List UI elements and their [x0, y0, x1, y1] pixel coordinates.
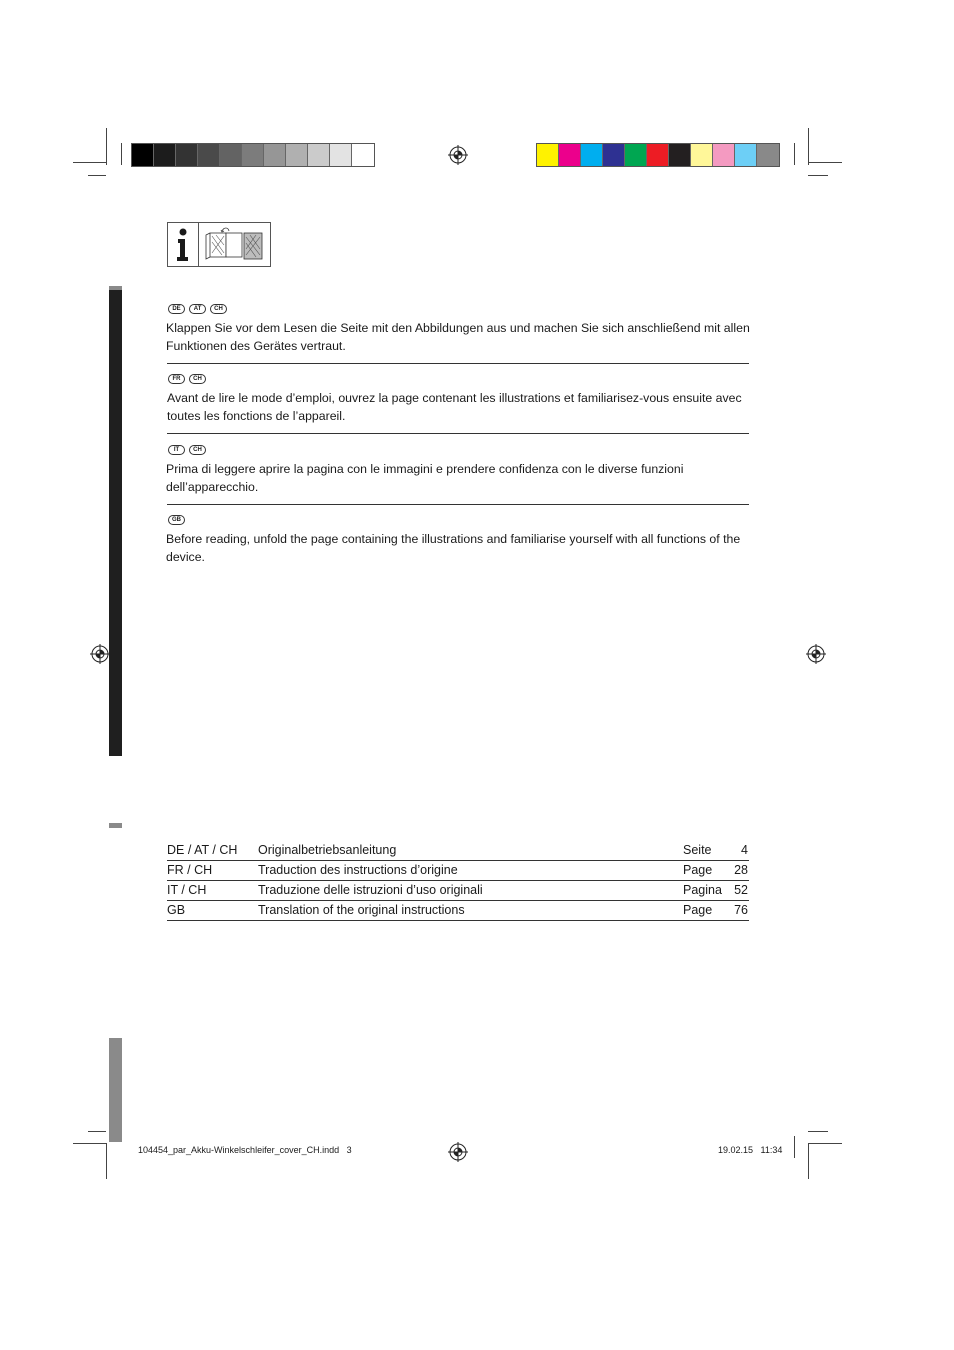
grayscale-swatch [286, 144, 308, 166]
section-divider [167, 363, 749, 364]
flag-gb: GB [168, 515, 185, 525]
process-color-swatch [757, 144, 779, 166]
registration-mark-icon [90, 644, 110, 664]
grayscale-swatch [220, 144, 242, 166]
toc-page-number: 76 [734, 903, 748, 917]
grayscale-swatch [242, 144, 264, 166]
crop-mark [73, 1143, 106, 1144]
toc-title: Translation of the original instructions [258, 903, 465, 917]
crop-mark [808, 1143, 809, 1179]
language-flags [168, 445, 206, 455]
grayscale-swatch [308, 144, 330, 166]
process-color-swatch [581, 144, 603, 166]
flag-at: AT [189, 304, 206, 314]
footer-date-time: 19.02.15 11:34 [718, 1145, 783, 1155]
side-tab-bar [109, 286, 122, 290]
registration-mark-icon [448, 145, 468, 165]
registration-mark-icon [448, 1142, 468, 1162]
unfold-pages-icon [199, 223, 270, 266]
toc-title: Originalbetriebsanleitung [258, 843, 397, 857]
side-tab-bar [109, 1038, 122, 1142]
crop-mark [808, 1143, 842, 1144]
grayscale-swatch [132, 144, 154, 166]
toc-page-number: 28 [734, 863, 748, 877]
section-divider [167, 433, 749, 434]
crop-mark [808, 162, 842, 163]
section-divider [167, 504, 749, 505]
crop-mark [794, 143, 795, 165]
flag-it: IT [168, 445, 185, 455]
toc-row[interactable] [167, 881, 749, 901]
crop-mark [106, 1143, 107, 1179]
crop-mark [88, 1131, 106, 1132]
grayscale-swatch [198, 144, 220, 166]
crop-mark [73, 162, 106, 163]
toc-row[interactable] [167, 841, 749, 861]
process-color-swatch [537, 144, 559, 166]
instruction-text-fr: Avant de lire le mode d’emploi, ouvrez la page contenant les illustrations et familiarisez-vous ensuite avec toutes les fonctions de l’appareil. [167, 391, 742, 423]
grayscale-swatch [330, 144, 352, 166]
grayscale-swatch [264, 144, 286, 166]
language-flags [168, 304, 227, 314]
footer-file-name: 104454_par_Akku-Winkelschleifer_cover_CH.indd 3 [138, 1145, 352, 1155]
grayscale-swatch [154, 144, 176, 166]
flag-ch: CH [189, 445, 206, 455]
table-of-contents [167, 841, 749, 921]
process-color-swatch [625, 144, 647, 166]
process-color-swatch [559, 144, 581, 166]
language-flags [168, 374, 206, 384]
toc-row[interactable] [167, 901, 749, 921]
flag-de: DE [168, 304, 185, 314]
crop-mark [88, 175, 106, 176]
toc-page-label: Seite [683, 843, 712, 857]
toc-page-number: 52 [734, 883, 748, 897]
toc-page-number: 4 [741, 843, 748, 857]
process-color-swatch [713, 144, 735, 166]
toc-page-label: Page [683, 903, 713, 917]
process-color-swatch [691, 144, 713, 166]
info-unfold-icon-box [167, 222, 271, 267]
registration-mark-icon [806, 644, 826, 664]
process-color-swatch [647, 144, 669, 166]
crop-mark [794, 1136, 795, 1158]
toc-page-label: Pagina [683, 883, 722, 897]
info-icon [168, 223, 199, 266]
toc-page-label: Page [683, 863, 713, 877]
process-color-swatch [669, 144, 691, 166]
toc-language: DE / AT / CH [167, 843, 238, 857]
flag-ch: CH [210, 304, 227, 314]
grayscale-swatch [176, 144, 198, 166]
crop-mark [808, 175, 828, 176]
instruction-text-it: Prima di leggere aprire la pagina con le immagini e prendere confidenza con le diverse funzioni dell’apparecchio. [166, 462, 684, 494]
toc-row[interactable] [167, 861, 749, 881]
toc-language: IT / CH [167, 883, 207, 897]
process-color-swatch [735, 144, 757, 166]
crop-mark [121, 143, 122, 165]
toc-title: Traduction des instructions d’origine [258, 863, 458, 877]
crop-mark [808, 1131, 828, 1132]
process-color-bar [536, 143, 780, 167]
grayscale-swatch [352, 144, 374, 166]
toc-title: Traduzione delle istruzioni d’uso originali [258, 883, 483, 897]
language-flags [168, 515, 185, 525]
crop-mark [808, 128, 809, 165]
flag-fr: FR [168, 374, 185, 384]
instruction-text-de: Klappen Sie vor dem Lesen die Seite mit den Abbildungen aus und machen Sie sich anschließend mit allen Funktionen des Gerätes vertraut. [166, 321, 750, 353]
instruction-text-gb: Before reading, unfold the page containing the illustrations and familiarise yourself with all functions of the device. [166, 532, 741, 564]
toc-language: FR / CH [167, 863, 213, 877]
side-tab-marker [109, 823, 122, 828]
flag-ch: CH [189, 374, 206, 384]
toc-language: GB [167, 903, 186, 917]
grayscale-color-bar [131, 143, 375, 167]
crop-mark [106, 128, 107, 165]
side-tab-bar [109, 286, 122, 756]
process-color-swatch [603, 144, 625, 166]
